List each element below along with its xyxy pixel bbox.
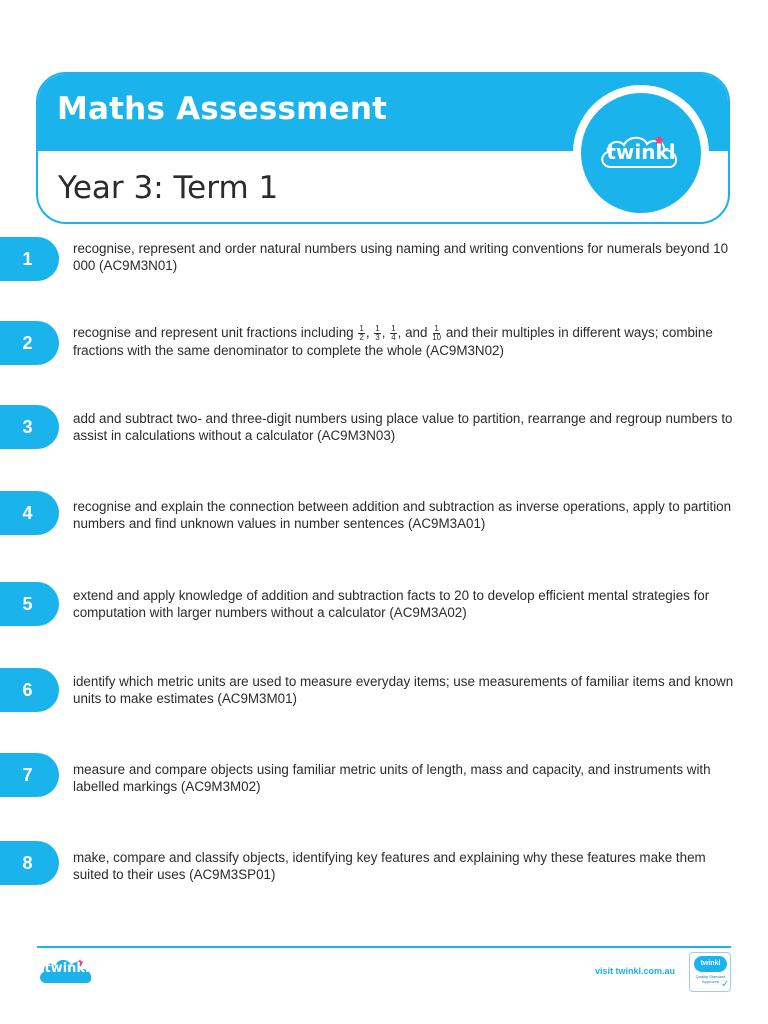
logo-text: twinkl <box>606 140 676 164</box>
list-item <box>0 841 768 885</box>
footer-divider <box>37 946 731 948</box>
item-text: make, compare and classify objects, identifying key features and explaining why these features make them suited to their uses (AC9M3SP01) <box>73 850 706 882</box>
cloud-icon <box>597 133 685 173</box>
footer-logo[interactable] <box>37 956 97 986</box>
fraction: $\frac{1}{10}$ <box>432 323 442 342</box>
fraction: $\frac{1}{4}$ <box>391 323 396 342</box>
item-text: extend and apply knowledge of addition and subtraction facts to 20 to develop efficient mental strategies for computation with larger numbers without a calculator (AC9M3A02) <box>73 588 710 620</box>
footer-logo-text: twinkl <box>44 961 90 976</box>
item-number: 1 <box>0 237 59 281</box>
check-icon: ✓ <box>721 979 730 990</box>
list-item <box>0 491 768 535</box>
item-number: 6 <box>0 668 59 712</box>
twinkl-logo <box>573 85 709 221</box>
badge-text: Quality Standard Approved <box>695 974 726 984</box>
item-number: 5 <box>0 582 59 626</box>
fraction: $\frac{1}{3}$ <box>375 323 380 342</box>
item-text: measure and compare objects using familiar metric units of length, mass and capacity, and instruments with labelled markings (AC9M3M02) <box>73 762 711 794</box>
logo-disc <box>581 93 701 213</box>
list-item <box>0 753 768 797</box>
quality-badge <box>689 952 731 992</box>
item-text: recognise, represent and order natural numbers using naming and writing conventions for numerals beyond 10 000 (AC9M3N01) <box>73 241 729 273</box>
footer-website-link[interactable]: visit twinkl.com.au <box>595 966 676 976</box>
item-text: recognise and represent unit fractions including $\frac{1}{2}$ , $\frac{1}{3}$ , $\frac{1}{4}$ , and $\frac{1}{10}$ and their multiples in different ways; combine fractions with the same denominator to complete the whole (AC9M3N02) <box>73 323 713 358</box>
page-subtitle: Year 3: Term 1 <box>58 170 279 206</box>
item-text-before: recognise and represent unit fractions including <box>73 325 354 340</box>
item-text: recognise and explain the connection between addition and subtraction as inverse operations, apply to partition numbers and find unknown values in number sentences (AC9M3A01) <box>73 499 732 531</box>
list-item <box>0 405 768 449</box>
list-item <box>0 668 768 712</box>
fraction: $\frac{1}{2}$ <box>359 323 364 342</box>
item-number: 7 <box>0 753 59 797</box>
list-item <box>0 321 768 365</box>
list-item <box>0 582 768 626</box>
item-number: 8 <box>0 841 59 885</box>
item-text-after: and their multiples in different ways; combine fractions with the same denominator to complete the whole (AC9M3N02) <box>73 325 713 358</box>
page-title: Maths Assessment <box>57 91 388 127</box>
item-number: 4 <box>0 491 59 535</box>
item-number: 3 <box>0 405 59 449</box>
item-number: 2 <box>0 321 59 365</box>
badge-logo: twinkl <box>694 956 727 972</box>
list-item <box>0 237 768 281</box>
item-text: identify which metric units are used to measure everyday items; use measurements of familiar items and known units to make estimates (AC9M3M01) <box>73 674 734 706</box>
item-text: add and subtract two- and three-digit numbers using place value to partition, rearrange and regroup numbers to assist in calculations without a calculator (AC9M3N03) <box>73 411 733 443</box>
